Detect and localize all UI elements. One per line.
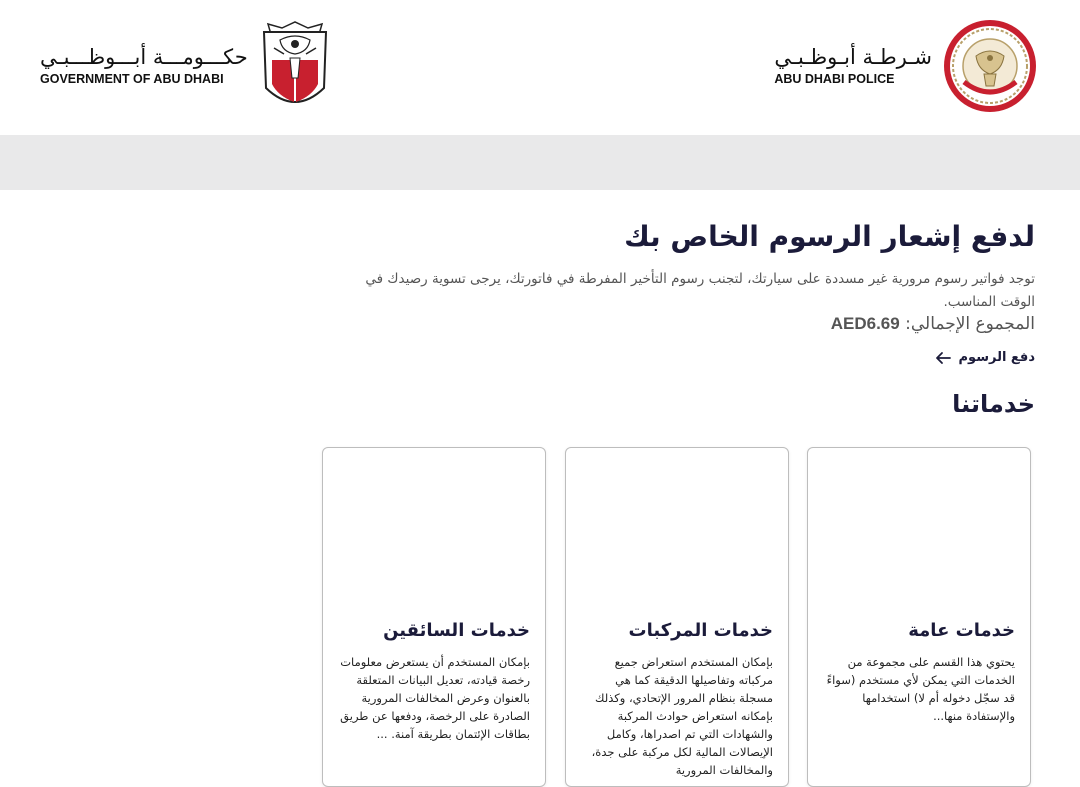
police-logo-arabic: شـرطـة أبـوظـبـي bbox=[774, 45, 932, 70]
card-description: بإمكان المستخدم أن يستعرض معلومات رخصة قيادته، تعديل البيانات المتعلقة بالعنوان وعرض المخالفات المرورية الصادرة على الرخصة، ودفعها عن طريق بطاقات الإئتمان بطريقة آمنة. ... bbox=[340, 655, 530, 741]
page-title: لدفع إشعار الرسوم الخاص بك bbox=[624, 220, 1035, 253]
service-card-general[interactable] bbox=[807, 447, 1031, 787]
police-logo-text bbox=[774, 46, 932, 85]
falcon-emblem-icon bbox=[260, 18, 330, 114]
service-card-drivers[interactable] bbox=[322, 447, 546, 787]
government-logo-text bbox=[40, 46, 248, 85]
pay-fees-link[interactable] bbox=[935, 350, 1035, 365]
navigation-band bbox=[0, 135, 1080, 190]
government-logo-english: GOVERNMENT OF ABU DHABI bbox=[40, 71, 224, 86]
site-header bbox=[0, 0, 1080, 135]
total-amount-row bbox=[831, 314, 1035, 334]
arrow-left-icon bbox=[935, 351, 951, 365]
card-title: خدمات عامة bbox=[908, 620, 1015, 641]
police-logo-english: ABU DHABI POLICE bbox=[774, 71, 895, 86]
police-seal-icon bbox=[942, 18, 1038, 114]
police-logo[interactable] bbox=[774, 18, 1038, 114]
card-title: خدمات المركبات bbox=[628, 620, 773, 641]
service-card-vehicles[interactable] bbox=[565, 447, 789, 787]
total-label: المجموع الإجمالي: bbox=[905, 314, 1035, 334]
card-description: بإمكان المستخدم استعراض جميع مركباته وتفاصيلها الدقيقة كما هي مسجلة بنظام المرور الإتحادي، وكذلك بإمكانه استعراض حوادث المركبة والشهادات التي تم اصدراها، وكامل الإيصالات المالية لكل مركبة على جدة، والمخالفات المرورية bbox=[591, 655, 773, 777]
pay-fees-label: دفع الرسوم bbox=[958, 350, 1035, 365]
card-title: خدمات السائقين bbox=[383, 620, 530, 641]
services-title: خدماتنا bbox=[952, 390, 1035, 418]
government-logo-arabic: حكـــومـــة أبـــوظـــبـي bbox=[40, 45, 248, 70]
card-description: يحتوي هذا القسم على مجموعة من الخدمات التي يمكن لأي مستخدم (سواءً قد سجّل دخوله أم لا) استخدامها والإستفادة منها... bbox=[826, 655, 1015, 723]
total-amount: AED6.69 bbox=[830, 314, 900, 333]
main-content bbox=[0, 190, 1080, 777]
fee-notice-description: توجد فواتير رسوم مرورية غير مسددة على سيارتك، لتجنب رسوم التأخير المفرطة في فاتورتك، يرجى تسوية رصيدك في الوقت المناسب. bbox=[365, 271, 1035, 310]
government-logo[interactable] bbox=[40, 18, 330, 114]
